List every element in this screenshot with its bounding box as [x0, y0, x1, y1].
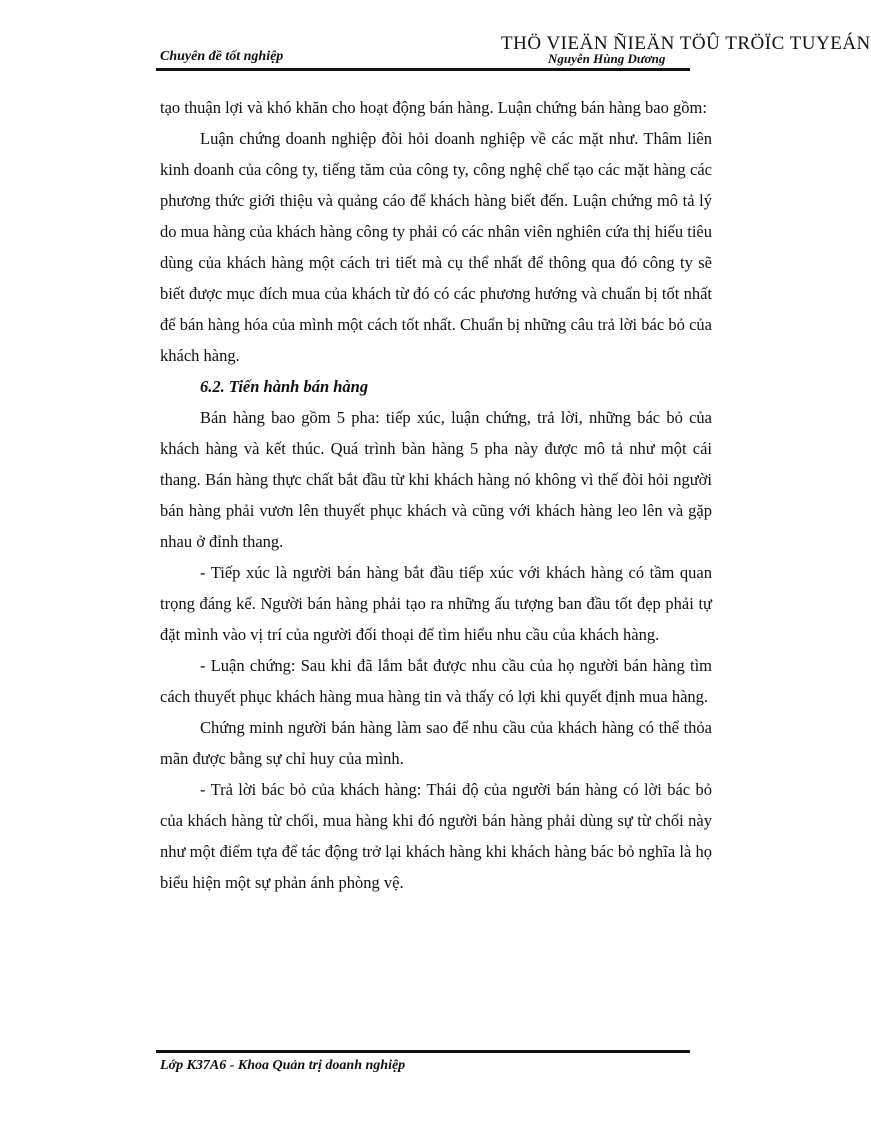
- document-body: [160, 92, 712, 898]
- watermark-text: THÖ VIEÄN ÑIEÄN TÖÛ TRÖÏC TUYEÁN: [501, 33, 871, 54]
- footer-text: Lớp K37A6 - Khoa Quản trị doanh nghiệp: [160, 1058, 406, 1073]
- paragraph: Chứng minh người bán hàng làm sao để nhu cầu của khách hàng có thể thỏa mãn được bằng sự chỉ huy của mình.: [160, 718, 712, 768]
- header-title: Chuyên đề tốt nghiệp: [160, 49, 284, 64]
- paragraph: - Luận chứng: Sau khi đã lắm bắt được nhu cầu của họ người bán hàng tìm cách thuyết phục khách hàng mua hàng tin và thấy có lợi khi quyết định mua hàng.: [160, 656, 712, 706]
- paragraph: tạo thuận lợi và khó khăn cho hoạt động bán hàng. Luận chứng bán hàng bao gồm:: [160, 98, 707, 117]
- footer-divider: [156, 1050, 690, 1053]
- paragraph: Luận chứng doanh nghiệp đòi hỏi doanh nghiệp về các mặt như. Thâm liên kinh doanh của công ty, tiếng tăm của công ty, công nghệ chế tạo các mặt hàng các phương thức giới thiệu và quảng cáo để khách hàng biết đến. Luận chứng mô tả lý do mua hàng của khách hàng công ty phải có các nhân viên nghiên cứa thị hiếu tiêu dùng của khách hàng một cách tri tiết mà cụ thể nhất để thông qua đó công ty sẽ biết được mục đích mua của khách từ đó có các phương hướng và chuẩn bị tốt nhất để bán hàng hóa của mình một cách tốt nhất. Chuẩn bị những câu trả lời bác bỏ của khách hàng.: [160, 129, 712, 365]
- header-divider: [156, 68, 690, 71]
- header-author: Nguyễn Hùng Dương: [548, 51, 666, 66]
- paragraph: - Trả lời bác bỏ của khách hàng: Thái độ của người bán hàng có lời bác bỏ của khách hàng từ chối, mua hàng khi đó người bán hàng phải dùng sự từ chối này như một điểm tựa để tác động trở lại khách hàng khi khách hàng bác bỏ nghĩa là họ biểu hiện một sự phản ánh phòng vệ.: [160, 780, 712, 892]
- paragraph: - Tiếp xúc là người bán hàng bắt đầu tiếp xúc với khách hàng có tầm quan trọng đáng kể. Người bán hàng phải tạo ra những ấu tượng ban đầu tốt đẹp phải tự đặt mình vào vị trí của người đối thoại để tìm hiểu nhu cầu của khách hàng.: [160, 563, 712, 644]
- section-heading: 6.2. Tiến hành bán hàng: [200, 377, 369, 396]
- paragraph: Bán hàng bao gồm 5 pha: tiếp xúc, luận chứng, trả lời, những bác bỏ của khách hàng và kết thúc. Quá trình bàn hàng 5 pha này được mô tả như một cái thang. Bán hàng thực chất bắt đầu từ khi khách hàng nó không vì thế đòi hỏi người bán hàng phải vươn lên thuyết phục khách và cũng với khách hàng leo lên và gặp nhau ở đỉnh thang.: [160, 408, 712, 551]
